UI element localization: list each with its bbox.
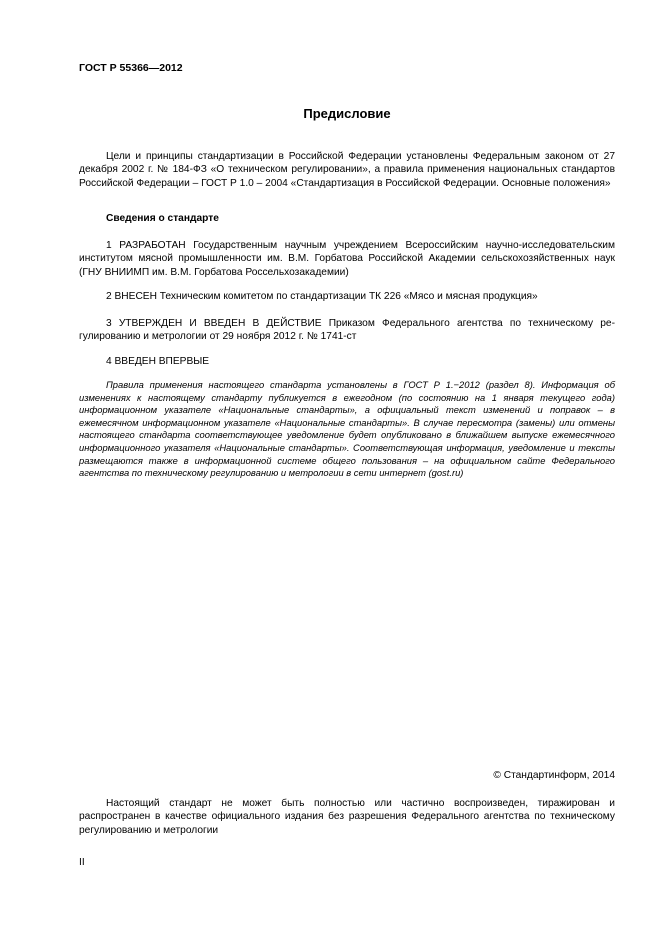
item-first-introduced: 4 ВВЕДЕН ВПЕРВЫЕ (106, 356, 210, 367)
usage-note: Правила применения настоящего стандарта установлены в ГОСТ Р 1.−2012 (раздел 8). Информация об изменениях к настоящему стандарту публикуется в ежегодном (по состоянию на 1 января текущего года) информационном указателе «Национальные стандарты», а официальный текст изменений и поправок – в ежемесячном информационном указателе «Национальные стандарты». В случае пересмотра (замены) или отмены настоящего стандарта соответствующее уведомление будет опубликовано в ближайшем выпуске ежемесячного информационного указателя «Национальные стандарты». Соответствующая информация, уведомление и тексты размещаются также в информационной системе общего пользования – на официальном сайте Федерального агентства по техническому регулированию и метрологии в сети интернет (gost.ru) (79, 379, 615, 479)
section-heading: Сведения о стандарте (106, 213, 219, 224)
page-title: Предисловие (303, 106, 391, 121)
intro-paragraph: Цели и принципы стандартизации в Российской Федерации установлены Федеральным законом от 27 декабря 2002 г. № 184-ФЗ «О техническом регулировании», а правила применения национальных стандартов Российской Федерации – ГОСТ Р 1.0 – 2004 «Стандартизация в Российской Федерации. Основные положения» (79, 151, 615, 189)
copyright: © Стандартинформ, 2014 (493, 770, 615, 781)
page-number: II (79, 857, 85, 868)
document-code: ГОСТ Р 55366—2012 (79, 62, 183, 74)
reproduction-notice: Настоящий стандарт не может быть полностью или частично воспроизведен, тиражирован и распространен в качестве официального издания без разрешения Федерального агентства по техническому регулированию и метрологии (79, 798, 615, 836)
item-approved: 3 УТВЕРЖДЕН И ВВЕДЕН В ДЕЙСТВИЕ Приказом Федерального агентства по техническому регулированию и метрологии от 29 ноября 2012 г. № 1741-ст (79, 318, 615, 343)
item-developed: 1 РАЗРАБОТАН Государственным научным учреждением Всероссийским научно-исследовательским институтом мясной промышленности им. В.М. Горбатова Российской Академии сельскохозяйственных наук (ГНУ ВНИИМП им. В.М. Горбатова Россельхозакадемии) (79, 240, 615, 278)
item-introduced-by: 2 ВНЕСЕН Техническим комитетом по стандартизации ТК 226 «Мясо и мясная продукция» (106, 291, 538, 302)
